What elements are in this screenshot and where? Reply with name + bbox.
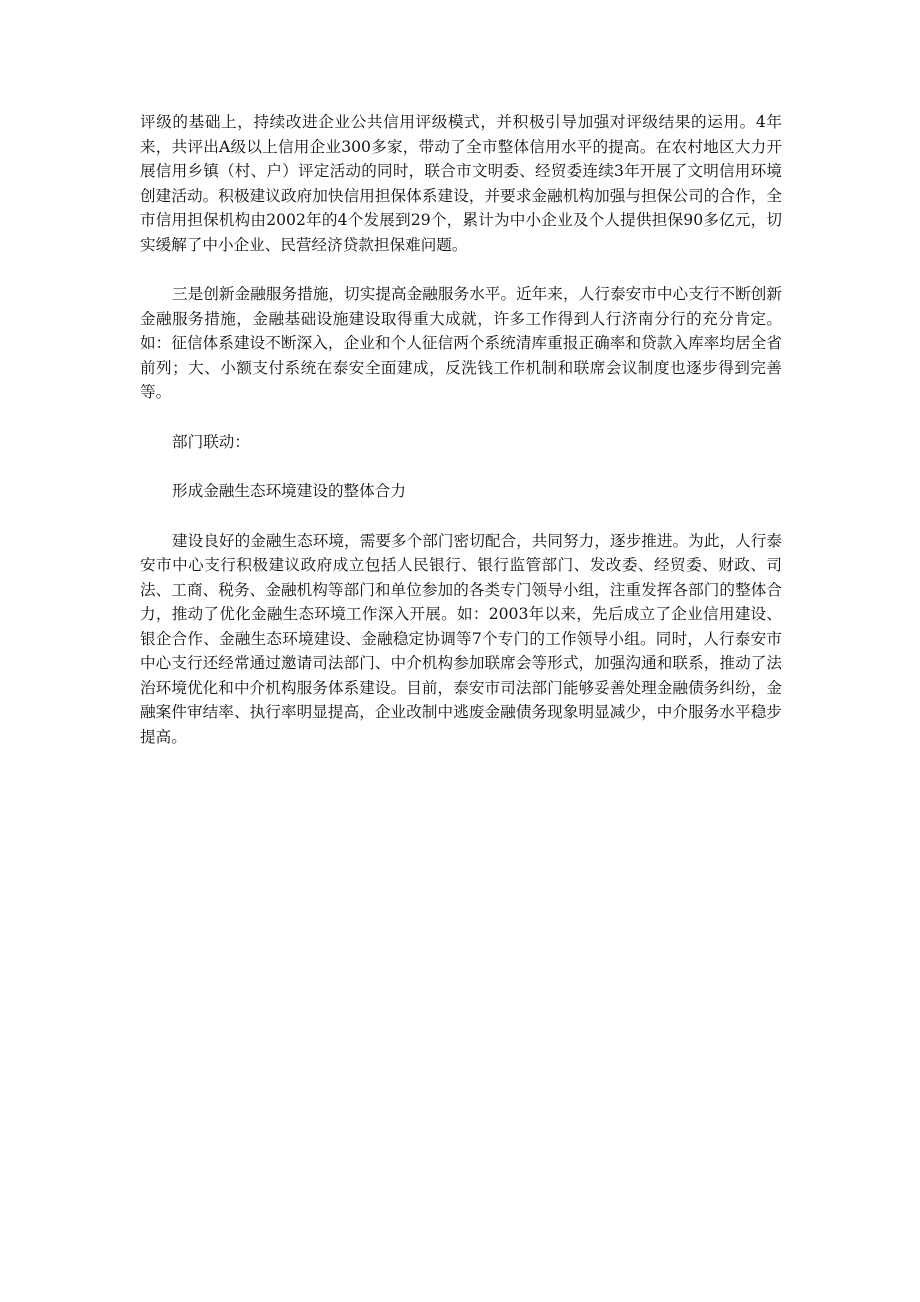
document-page (140, 110, 782, 774)
paragraph-credit-rating: 评级的基础上，持续改进企业公共信用评级模式，并积极引导加强对评级结果的运用。4年来，共评出A级以上信用企业300多家，带动了全市整体信用水平的提高。在农村地区大力开展信用乡镇（村、户）评定活动的同时，联合市文明委、经贸委连续3年开展了文明信用环境创建活动。积极建议政府加快信用担保体系建设，并要求金融机构加强与担保公司的合作，全市信用担保机构由2002年的4个发展到29个，累计为中小企业及个人提供担保90多亿元，切实缓解了中小企业、民营经济贷款担保难问题。 (140, 113, 782, 254)
section-subheading-joint-force: 形成金融生态环境建设的整体合力 (172, 482, 406, 500)
paragraph-cooperation: 建设良好的金融生态环境，需要多个部门密切配合，共同努力，逐步推进。为此，人行泰安市中心支行积极建议政府成立包括人民银行、银行监管部门、发改委、经贸委、财政、司法、工商、税务、金融机构等部门和单位参加的各类专门领导小组，注重发挥各部门的整体合力，推动了优化金融生态环境工作深入开展。如：2003年以来，先后成立了企业信用建设、银企合作、金融生态环境建设、金融稳定协调等7个专门的工作领导小组。同时，人行泰安市中心支行还经常通过邀请司法部门、中介机构参加联席会等形式，加强沟通和联系，推动了法治环境优化和中介机构服务体系建设。目前，泰安市司法部门能够妥善处理金融债务纠纷，金融案件审结率、执行率明显提高，企业改制中逃废金融债务现象明显减少，中介服务水平稳步提高。 (140, 531, 782, 746)
section-heading-department-linkage: 部门联动： (172, 432, 250, 451)
paragraph-financial-services: 三是创新金融服务措施，切实提高金融服务水平。近年来，人行泰安市中心支行不断创新金融服务措施，金融基础设施建设取得重大成就，许多工作得到人行济南分行的充分肯定。如：征信体系建设不断深入，企业和个人征信两个系统清库重报正确率和贷款入库率均居全省前列；大、小额支付系统在泰安全面建成，反洗钱工作机制和联席会议制度也逐步得到完善等。 (140, 285, 782, 401)
